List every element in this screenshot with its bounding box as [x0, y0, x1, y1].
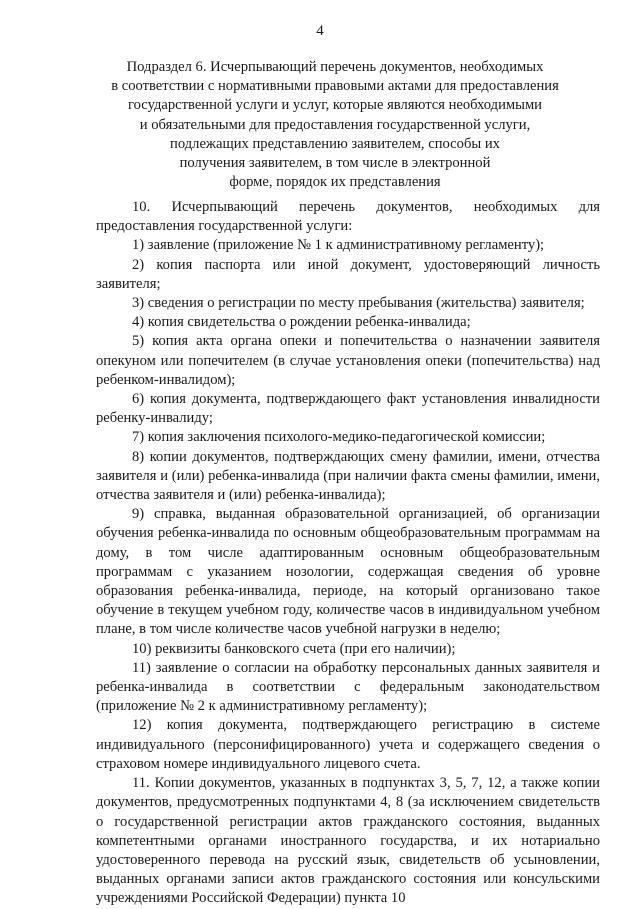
- heading-line: государственной услуги и услуг, которые являются необходимыми: [128, 97, 542, 114]
- heading-line: в соответствии с нормативными правовыми актами для предоставления: [111, 78, 559, 95]
- list-item-11: 11) заявление о согласии на обработку персональных данных заявителя и ребенка-инвалида в соответствии с федеральным законодательством (приложение № 2 к административному регламенту);: [96, 659, 600, 715]
- heading-line: Подраздел 6. Исчерпывающий перечень документов, необходимых: [126, 59, 544, 75]
- list-item-6: 6) копия документа, подтверждающего факт установления инвалидности ребенку-инвалиду;: [96, 391, 600, 427]
- list-item-4: 4) копия свидетельства о рождении ребенка-инвалида;: [132, 314, 471, 331]
- paragraph-10: 10. Исчерпывающий перечень документов, необходимых для предоставления государственной услуги:: [96, 199, 600, 235]
- page-number: 4: [316, 23, 324, 39]
- list-item-2: 2) копия паспорта или иной документ, удостоверяющий личность заявителя;: [96, 256, 600, 292]
- list-item-10: 10) реквизиты банковского счета (при его наличии);: [132, 640, 456, 657]
- list-item-5: 5) копия акта органа опеки и попечительства о назначении заявителя опекуном или попечителем (в случае установления опеки (попечительства) над ребенком-инвалидом);: [96, 333, 600, 388]
- heading-line: подлежащих представлению заявителем, способы их: [170, 135, 500, 152]
- heading-line: получения заявителем, в том числе в электронной: [179, 155, 491, 172]
- list-item-8: 8) копии документов, подтверждающих смену фамилии, имени, отчества заявителя и (или) ребенка-инвалида (при наличии факта смены фамилии, имени, отчества заявителя и (или) ребенка-инвалида);: [96, 448, 600, 504]
- heading-line: форме, порядок их представления: [229, 174, 441, 191]
- list-item-1: 1) заявление (приложение № 1 к административному регламенту);: [132, 237, 545, 254]
- list-item-9: 9) справка, выданная образовательной организацией, об организации обучения ребенка-инвалида по основным общеобразовательным программам на дому, в том числе адаптированным основным общеобразовательным программам с указанием нозологии, содержащая сведения об уровне образования ребенка-инвалида, периоде, на который организовано такое обучение в текущем учебном году, количестве часов в индивидуальном учебном плане, в том числе количестве часов учебной нагрузки в неделю;: [96, 506, 600, 638]
- list-item-12: 12) копия документа, подтверждающего регистрацию в системе индивидуального (персонифицированного) учета и содержащего сведения о страховом номере индивидуального лицевого счета.: [96, 717, 600, 772]
- paragraph-11: 11. Копии документов, указанных в подпунктах 3, 5, 7, 12, а также копии документов, предусмотренных подпунктами 4, 8 (за исключением свидетельств о государственной регистрации актов гражданского состояния, выданных компетентными органами иностранного государства, и их нотариально удостоверенного перевода на русский язык, свидетельств об усыновлении, выданных органами записи актов гражданского состояния или консульскими учреждениями Российской Федерации) пункта 10: [96, 775, 600, 907]
- document-body: [96, 198, 600, 909]
- section-heading: [80, 58, 590, 192]
- heading-line: и обязательными для предоставления государственной услуги,: [139, 116, 531, 133]
- list-item-3: 3) сведения о регистрации по месту пребывания (жительства) заявителя;: [132, 295, 585, 312]
- list-item-7: 7) копия заключения психолого-медико-педагогической комиссии;: [132, 429, 546, 446]
